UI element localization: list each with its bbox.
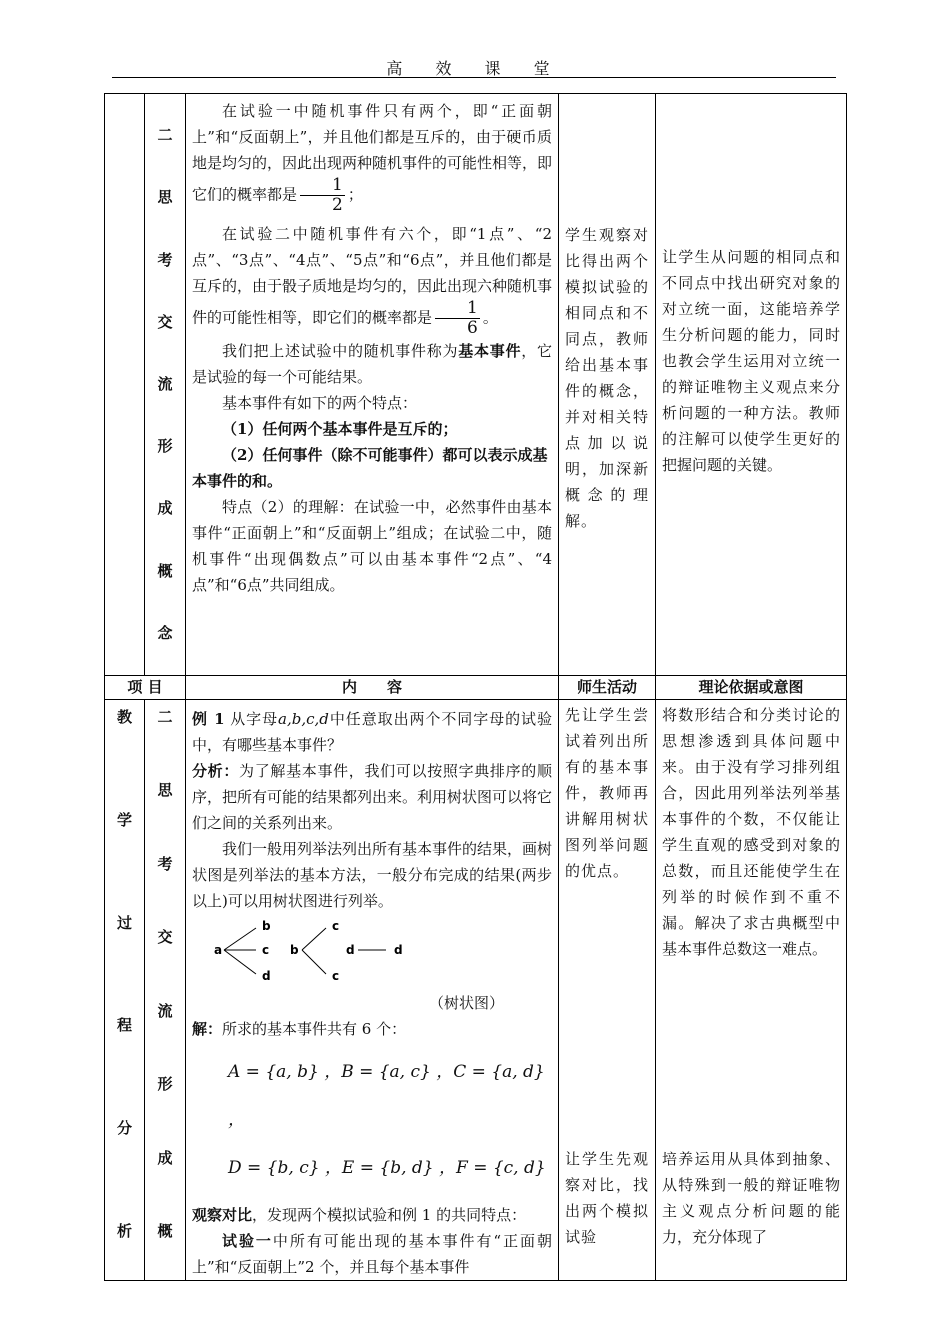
phase-char: 分 bbox=[116, 1119, 132, 1138]
stage-char: 交 bbox=[157, 312, 173, 331]
stage-char: 流 bbox=[157, 374, 173, 393]
fraction-sixth: $\frac{1}{6}$ bbox=[435, 299, 480, 338]
stage-char: 念 bbox=[157, 623, 173, 642]
tree-node-label: d bbox=[394, 943, 403, 957]
section1-rationale: 让学生从问题的相同点和不同点中找出研究对象的对立统一面，这能培养学生分析问题的能力，同时也教会学生运用对立统一的辩证唯物主义观点来分析问题的一种方法。教师的注解可以使学生更好的把握问题的关键。 bbox=[656, 94, 847, 676]
header-rule bbox=[112, 77, 836, 78]
stage-char: 成 bbox=[157, 1148, 173, 1167]
solution: 解：所求的基本事件共有 6 个： bbox=[192, 1020, 407, 1038]
tree-branch bbox=[302, 928, 326, 950]
tree-node-label: b bbox=[290, 943, 299, 957]
activity-2: 让学生先观察对比，找出两个模拟试验 bbox=[565, 1150, 649, 1246]
tree-node-label: c bbox=[332, 919, 340, 933]
fraction-half: $\frac{1}{2}$ bbox=[300, 176, 345, 215]
section1-content bbox=[186, 94, 559, 676]
phase-char: 程 bbox=[116, 1016, 132, 1035]
sets-line-1: A = {a, b} ，B = {a, c} ，C = {a, d} ， bbox=[228, 1062, 545, 1130]
stage-char: 形 bbox=[157, 437, 173, 456]
paragraph-exp1: 在试验一中随机事件只有两个，即“正面朝上”和“反面朝上”，并且他们都是互斥的，由于硬币质地是均匀的，因此出现两种随机事件的可能性相等，即它们的概率都是 $\frac{1}{2}$ ； bbox=[192, 102, 553, 215]
section1-stage-label bbox=[145, 94, 186, 676]
stage-char: 二 bbox=[157, 126, 173, 145]
stage-char: 概 bbox=[157, 1221, 173, 1240]
section2-activity bbox=[559, 700, 656, 1281]
page-header: 高 效 课 堂 bbox=[386, 59, 564, 78]
section2-rationale bbox=[656, 700, 847, 1281]
tree-node-label: b bbox=[262, 919, 271, 933]
tree-diagram bbox=[208, 918, 428, 990]
header-activity: 师生活动 bbox=[559, 676, 656, 700]
section2-stage-label bbox=[145, 700, 186, 1281]
tree-branch bbox=[302, 950, 326, 974]
rationale-1: 将数形结合和分类讨论的思想渗透到具体问题中来。由于没有学习排列组合，因此用列举法列举基本事件的个数，不仅能让学生直观的感受到对象的总数，而且还能使学生在列举的时候作到不重不漏。解决了求古典概型中基本事件总数这一难点。 bbox=[662, 706, 840, 958]
tree-branch bbox=[224, 950, 256, 974]
observation: 观察对比，发现两个模拟试验和例 1 的共同特点： bbox=[192, 1206, 527, 1224]
analysis: 分析：为了解基本事件，我们可以按照字典排序的顺序，把所有可能的结果都列出来。利用树状图可以将它们之间的关系列出来。 bbox=[192, 762, 553, 832]
stage-char: 流 bbox=[157, 1001, 173, 1020]
paragraph-feature2-explain: 特点（2）的理解：在试验一中，必然事件由基本事件“正面朝上”和“反面朝上”组成；在试验二中，随机事件“出现偶数点”可以由基本事件“2点”、“4点”和“6点”共同组成。 bbox=[192, 498, 552, 594]
section1-col-a bbox=[105, 94, 145, 676]
stage-char: 成 bbox=[157, 499, 173, 518]
paragraph-exp2: 在试验二中随机事件有六个，即“1点”、“2点”、“3点”、“4点”、“5点”和“6点”，并且他们都是互斥的，由于骰子质地是均匀的，因此出现六种随机事件的可能性相等，即它们的概率都是 $\frac{1}{6}$ 。 bbox=[192, 225, 553, 338]
section2-content bbox=[186, 700, 559, 1281]
phase-char: 析 bbox=[116, 1221, 132, 1240]
tree-node-label: c bbox=[262, 943, 270, 957]
phase-char: 过 bbox=[116, 913, 132, 932]
stage-char: 考 bbox=[157, 854, 173, 873]
paragraph-features-intro: 基本事件有如下的两个特点： bbox=[222, 394, 418, 412]
lesson-table bbox=[104, 93, 847, 1281]
phase-char: 学 bbox=[116, 810, 132, 829]
stage-char: 交 bbox=[157, 928, 173, 947]
paragraph-list-method: 我们一般用列举法列出所有基本事件的结果，画树状图是列举法的基本方法，一般分布完成的结果(两步以上)可以用树状图进行列举。 bbox=[192, 840, 553, 910]
header-content: 内 容 bbox=[186, 676, 559, 700]
sets-line-2: D = {b, c} ，E = {b, d} ，F = {c, d} bbox=[228, 1158, 546, 1178]
tree-node-label: d bbox=[262, 969, 271, 983]
stage-char: 思 bbox=[157, 781, 173, 800]
header-project: 项 目 bbox=[105, 676, 186, 700]
stage-char: 概 bbox=[157, 561, 173, 580]
phase-char: 教 bbox=[116, 708, 132, 726]
stage-char: 二 bbox=[157, 708, 173, 726]
stage-char: 考 bbox=[157, 250, 173, 269]
feature-2: （2）任何事件（除不可能事件）都可以表示成基本事件的和。 bbox=[192, 446, 548, 490]
tree-caption: （树状图） bbox=[428, 994, 504, 1012]
experiment-1-summary: 试验一中所有可能出现的基本事件有“正面朝上”和“反面朝上”2 个，并且每个基本事件 bbox=[192, 1232, 552, 1276]
basic-events-sets bbox=[228, 1048, 552, 1192]
section2-row bbox=[105, 700, 847, 1281]
header-rationale: 理论依据或意图 bbox=[656, 676, 847, 700]
stage-char: 形 bbox=[157, 1075, 173, 1094]
example-1: 例 1 从字母a,b,c,d中任意取出两个不同字母的试验中，有哪些基本事件？ bbox=[192, 710, 552, 754]
feature-1: （1）任何两个基本事件是互斥的； bbox=[222, 420, 458, 438]
stage-char: 思 bbox=[157, 188, 173, 207]
section1-activity: 学生观察对比得出两个模拟试验的相同点和不同点，教师给出基本事件的概念，并对相关特点加以说明，加深新概念的理解。 bbox=[559, 94, 656, 676]
tree-node-label: d bbox=[346, 943, 355, 957]
tree-node-label: c bbox=[332, 969, 340, 983]
tree-node-label: a bbox=[214, 943, 223, 957]
section2-phase-label bbox=[105, 700, 145, 1281]
paragraph-definition: 我们把上述试验中的随机事件称为基本事件，它是试验的每一个可能结果。 bbox=[192, 342, 552, 386]
section1-row bbox=[105, 94, 847, 676]
rationale-2: 培养运用从具体到抽象、从特殊到一般的辩证唯物主义观点分析问题的能力，充分体现了 bbox=[662, 1150, 840, 1246]
activity-1: 先让学生尝试着列出所有的基本事件，教师再讲解用树状图列举问题的优点。 bbox=[565, 706, 649, 880]
table-header-row bbox=[105, 676, 847, 700]
tree-branch bbox=[224, 928, 256, 950]
